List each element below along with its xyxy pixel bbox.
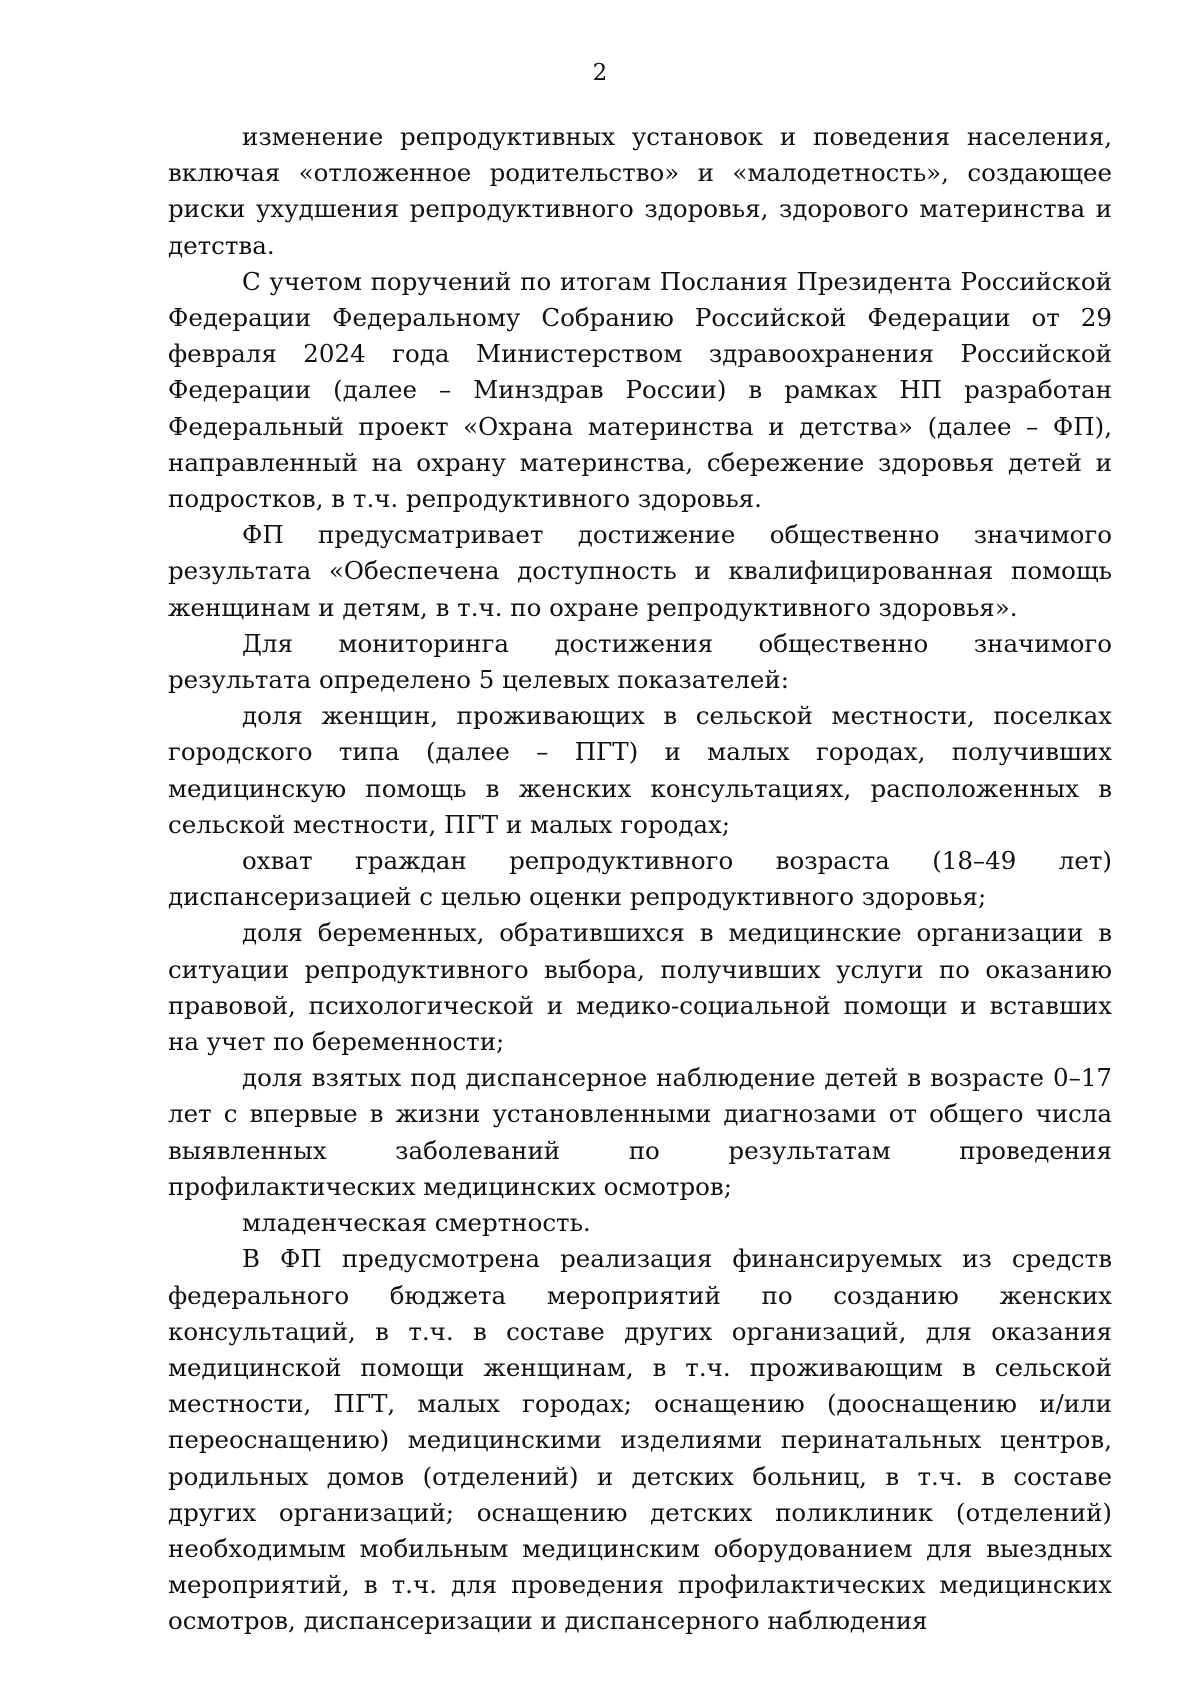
paragraph: доля беременных, обратившихся в медицинские организации в ситуации репродуктивного выбора, получивших услуги по оказанию правовой, психологической и медико-социальной помощи и вставших на учет по беременности;	[168, 918, 1112, 1057]
paragraph: доля женщин, проживающих в сельской местности, поселках городского типа (далее – ПГТ) и малых городах, получивших медицинскую помощь в женских консультациях, расположенных в сельской местности, ПГТ и малых городах;	[168, 701, 1112, 839]
paragraph: охват граждан репродуктивного возраста (18–49 лет) диспансеризацией с целью оценки репродуктивного здоровья;	[168, 846, 1112, 912]
document-body	[168, 119, 1112, 1640]
paragraph: В ФП предусмотрена реализация финансируемых из средств федерального бюджета мероприятий по созданию женских консультаций, в т.ч. в составе других организаций, для оказания медицинской помощи женщинам, в т.ч. проживающим в сельской местности, ПГТ, малых городах; оснащению (дооснащению и/или переоснащению) медицинскими изделиями перинатальных центров, родильных домов (отделений) и детских больниц, в т.ч. в составе других организаций; оснащению детских поликлиник (отделений) необходимым мобильным медицинским оборудованием для выездных мероприятий, в т.ч. для проведения профилактических медицинских осмотров, диспансеризации и диспансерного наблюдения	[168, 1244, 1112, 1636]
page-number: 2	[592, 60, 608, 86]
paragraph: младенческая смертность.	[242, 1208, 591, 1238]
paragraph: доля взятых под диспансерное наблюдение детей в возрасте 0–17 лет с впервые в жизни установленными диагнозами от общего числа выявленных заболеваний по результатам проведения профилактических медицинских осмотров;	[168, 1063, 1112, 1201]
paragraph: С учетом поручений по итогам Послания Президента Российской Федерации Федеральному Собранию Российской Федерации от 29 февраля 2024 года Министерством здравоохранения Российской Федерации (далее – Минздрав России) в рамках НП разработан Федеральный проект «Охрана материнства и детства» (далее – ФП), направленный на охрану материнства, сбережение здоровья детей и подростков, в т.ч. репродуктивного здоровья.	[168, 266, 1112, 514]
paragraph: ФП предусматривает достижение общественно значимого результата «Обеспечена доступность и квалифицированная помощь женщинам и детям, в т.ч. по охране репродуктивного здоровья».	[168, 520, 1112, 622]
paragraph: изменение репродуктивных установок и поведения населения, включая «отложенное родительство» и «малодетность», создающее риски ухудшения репродуктивного здоровья, здорового материнства и детства.	[168, 122, 1112, 260]
paragraph: Для мониторинга достижения общественно значимого результата определено 5 целевых показателей:	[168, 628, 1112, 695]
